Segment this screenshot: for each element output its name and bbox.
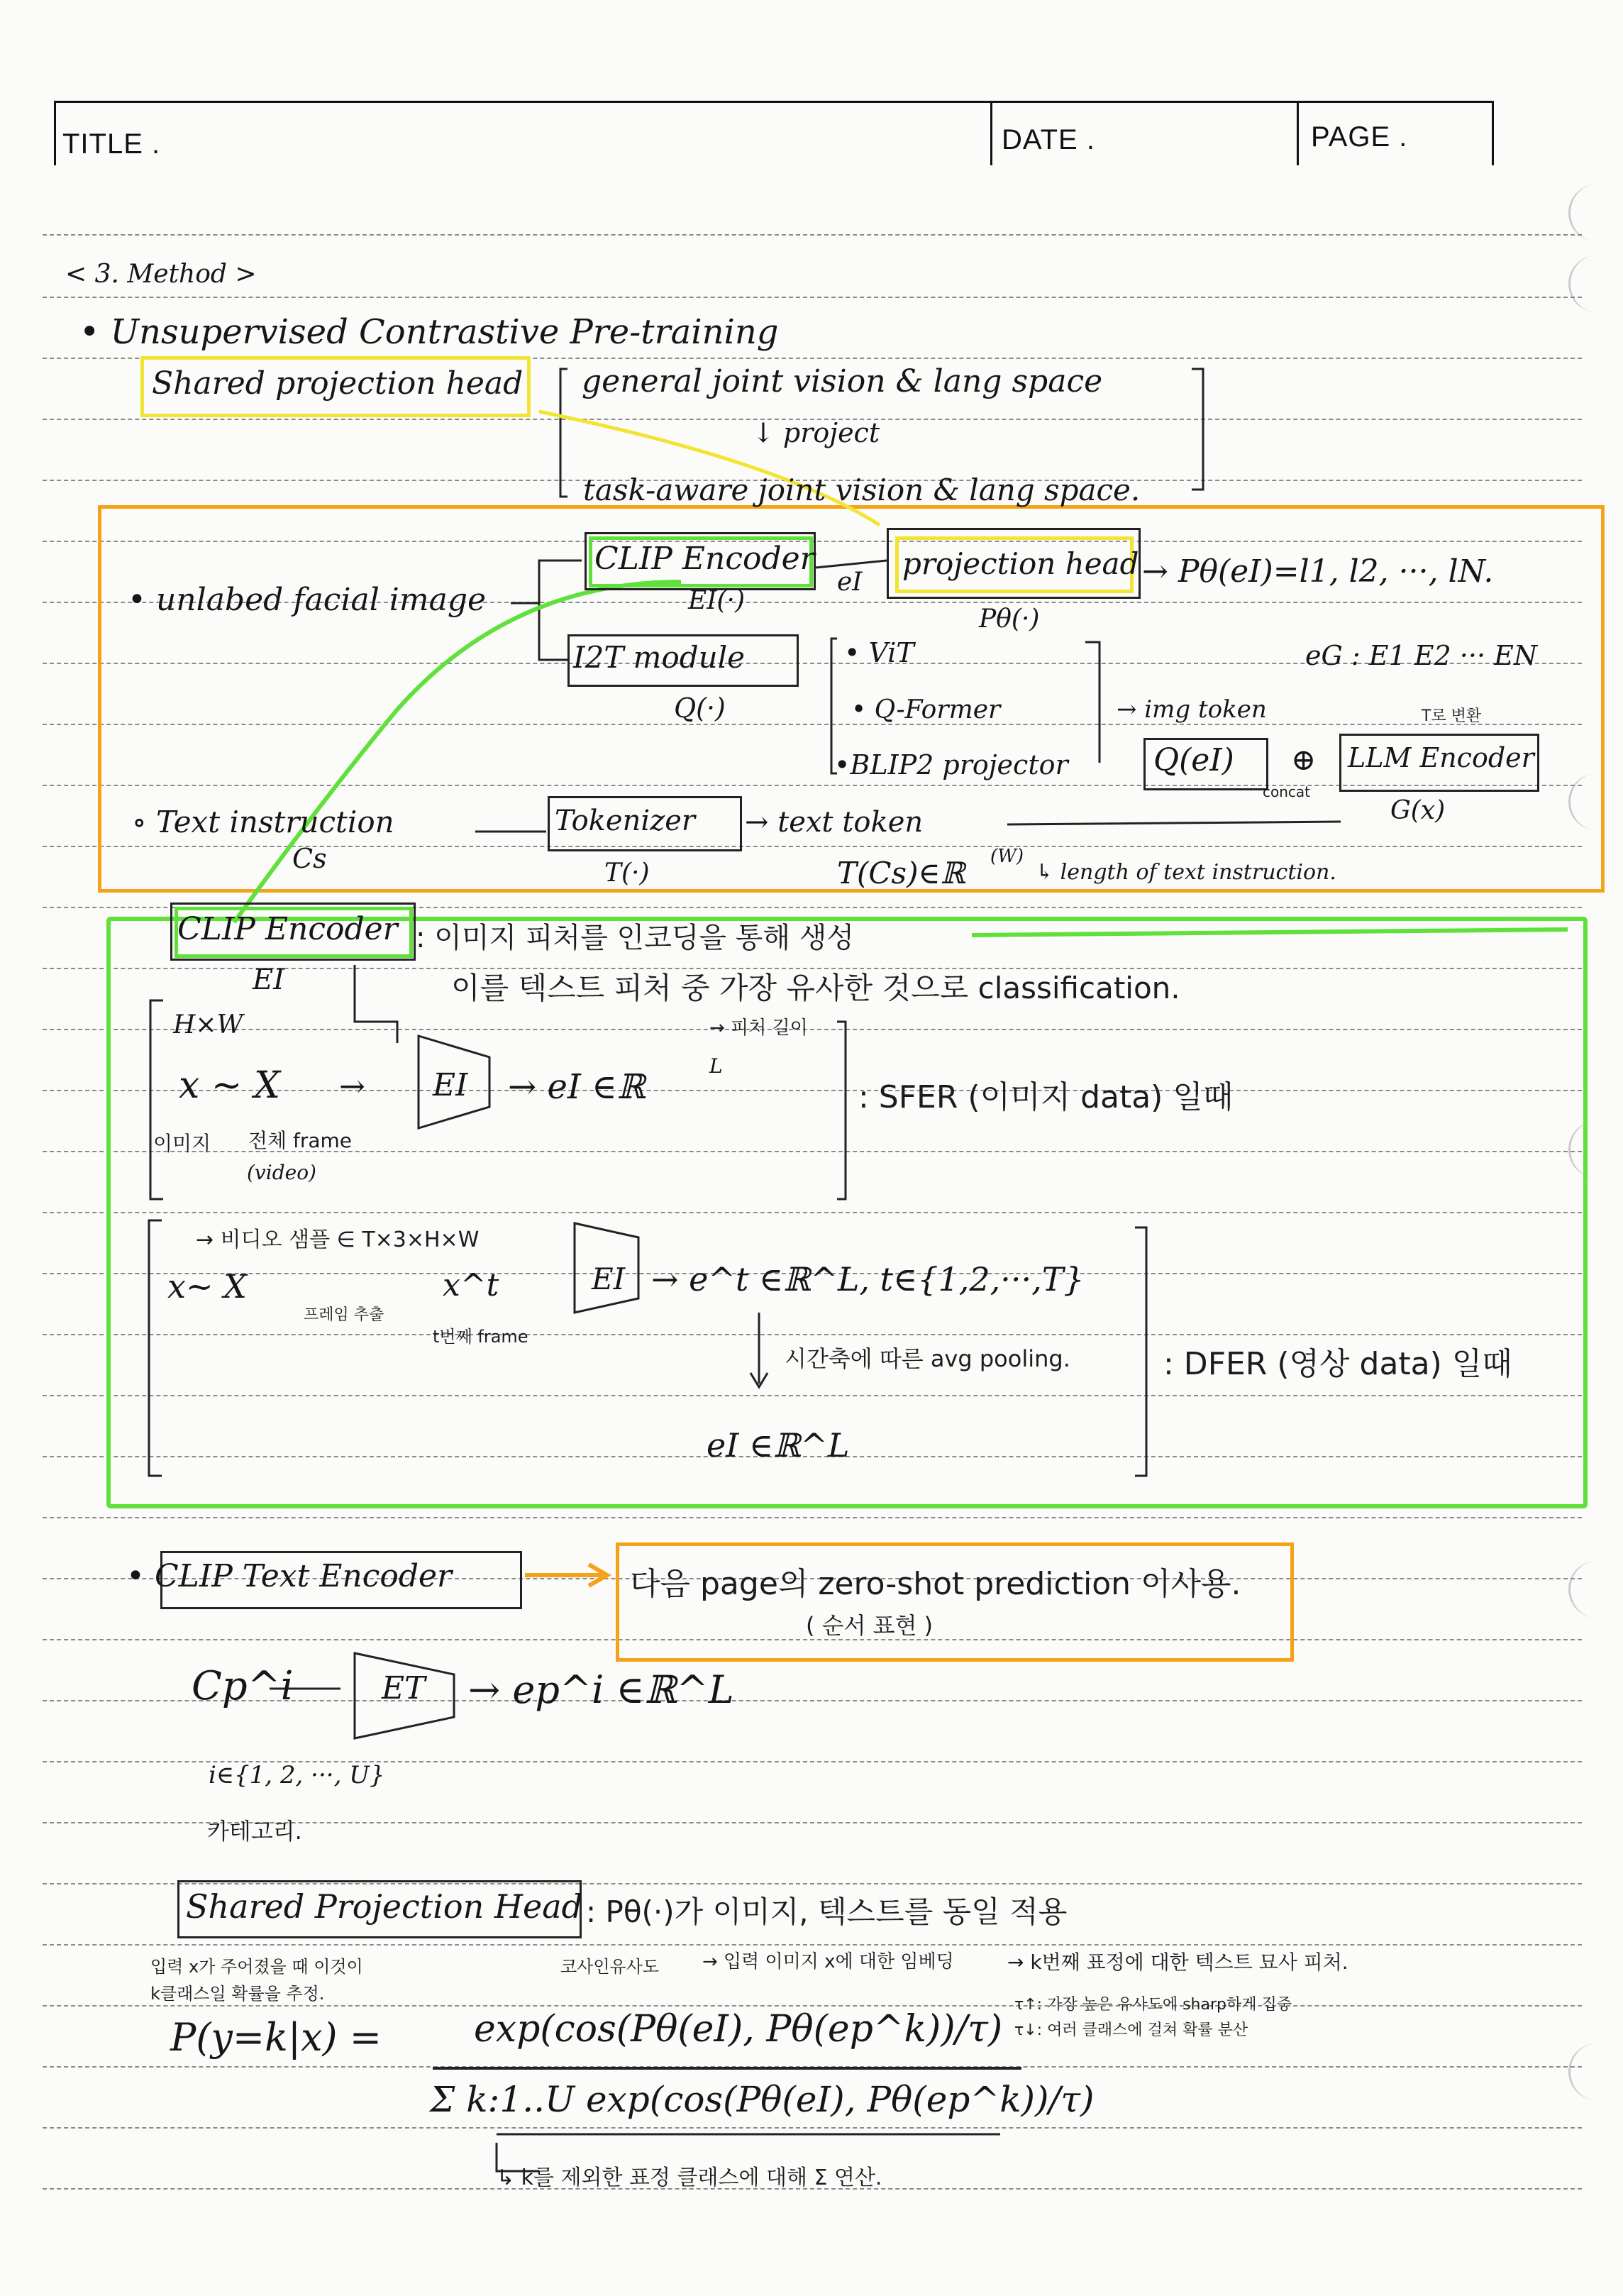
note-l1: 입력 x가 주어졌을 때 이것이 <box>150 1957 363 1977</box>
eg-label: eG : E1 E2 ··· EN <box>1305 640 1538 671</box>
range-label: i∈{1, 2, ···, U} <box>209 1761 385 1789</box>
frame-word: 전체 frame <box>248 1129 353 1152</box>
q-ei-text: Q(eI) <box>1153 742 1234 778</box>
blip-item: •BLIP2 projector <box>834 749 1068 780</box>
img-token: → img token <box>1117 695 1267 724</box>
clip-desc: : 이미지 피처를 인코딩을 통해 생성 <box>416 922 855 954</box>
vit-item: • ViT <box>844 637 914 668</box>
frame-sample: 프레임 추출 <box>304 1306 384 1324</box>
text-encoder-label: • CLIP Text Encoder <box>126 1558 453 1594</box>
task-aware-space: task-aware joint vision & lang space. <box>583 473 1141 507</box>
et-result: → e^t ∈ℝ^L, t∈{1,2,···,T} <box>651 1260 1085 1298</box>
concat-symbol: ⊕ <box>1291 742 1317 777</box>
sfer-label: : SFER (이미지 data) 일때 <box>858 1079 1234 1115</box>
p-function: Pθ(·) <box>979 605 1040 634</box>
ei-function: EI(·) <box>688 586 746 615</box>
tau-up-note: τ↑: 가장 높은 유사도에 sharp하게 집중 <box>1014 1996 1292 2014</box>
concat-note: concat <box>1263 783 1311 800</box>
section-heading: < 3. Method > <box>65 260 257 289</box>
page-label: PAGE . <box>1311 121 1408 153</box>
xt-label: x^t <box>443 1267 499 1303</box>
ei-box-label-2: EI <box>592 1262 626 1296</box>
shared-proj-label: Shared projection head <box>152 365 524 402</box>
clip-encoder-heading: CLIP Encoder <box>177 911 398 947</box>
t-cs: T(Cs)∈ℝ <box>837 856 965 890</box>
qformer-item: • Q-Former <box>851 695 1001 724</box>
note-l2: k클래스일 확률을 추정. <box>150 1984 325 2004</box>
prob-lhs: P(y=k|x) = <box>170 2015 382 2060</box>
llm-encoder-text: LLM Encoder <box>1348 742 1534 773</box>
q-function: Q(·) <box>674 692 726 724</box>
category-label: 카테고리. <box>207 1818 302 1845</box>
prob-denominator: Σ k:1..U exp(cos(Pθ(eI), Pθ(ep^k))/τ) <box>430 2079 1095 2120</box>
ei-final: eI ∈ℝ^L <box>707 1426 850 1464</box>
dim-note: → 피처 길이 <box>709 1017 808 1039</box>
general-space: general joint vision & lang space <box>582 363 1103 399</box>
x-dist-2: x~ X <box>167 1267 247 1306</box>
ep-result: → ep^i ∈ℝ^L <box>468 1667 734 1712</box>
x-dist: x ~ X <box>179 1064 280 1107</box>
t-cs-sup: (W) <box>990 846 1024 867</box>
p-output: → Pθ(eI)=l1, l2, ···, lN. <box>1142 553 1494 590</box>
cos-note: 코사인유사도 <box>560 1957 660 1977</box>
avg-pooling: 시간축에 따른 avg pooling. <box>785 1345 1070 1372</box>
project-arrow: ↓ project <box>752 417 880 448</box>
et-box-label: ET <box>382 1670 426 1706</box>
k-text-note: → k번째 표정에 대한 텍스트 묘사 피처. <box>1007 1950 1348 1974</box>
tokenizer-text: Tokenizer <box>555 805 695 837</box>
ei-output: eI <box>837 568 863 597</box>
clip-desc2: 이를 텍스트 피처 중 가장 유사한 것으로 classification. <box>451 971 1180 1005</box>
video-note: → 비디오 샘플 ∈ T×3×H×W <box>196 1227 480 1252</box>
cp-label: Cp^i <box>192 1663 294 1709</box>
length-note: ↳ length of text instruction. <box>1036 860 1336 885</box>
next-page-note: 다음 page의 zero-shot prediction 이사용. <box>630 1566 1241 1602</box>
dfer-label: : DFER (영상 data) 일때 <box>1163 1346 1512 1382</box>
shared-head-desc: : Pθ(·)가 이미지, 텍스트를 동일 적용 <box>586 1894 1068 1929</box>
text-token: → text token <box>745 806 924 839</box>
ei-label: EI <box>253 964 284 996</box>
next-page-note-2: ( 순서 표현 ) <box>806 1612 934 1639</box>
g-function: G(x) <box>1390 796 1446 825</box>
hw-label: H×W <box>173 1010 243 1039</box>
img-embed-note: → 입력 이미지 x에 대한 임베딩 <box>702 1951 954 1972</box>
prob-numerator: exp(cos(Pθ(eI), Pθ(ep^k))/τ) <box>474 2008 1003 2051</box>
t-function: T(·) <box>604 859 650 888</box>
arrow: → <box>339 1069 365 1105</box>
date-label: DATE . <box>1002 124 1095 155</box>
text-instruction: ∘ Text instruction <box>132 805 394 839</box>
tau-down-note: τ↓: 여러 클래스에 걸쳐 확률 분산 <box>1014 2021 1248 2039</box>
projection-head-text: projection head <box>902 546 1139 581</box>
cs-label: Cs <box>292 843 327 874</box>
footnote: ↳ k를 제외한 표정 클래스에 대해 Σ 연산. <box>497 2165 882 2190</box>
i2t-text: I2T module <box>573 640 746 675</box>
clip-encoder-text: CLIP Encoder <box>594 541 815 577</box>
video-word: (video) <box>247 1161 316 1184</box>
shared-head-label: Shared Projection Head <box>186 1887 583 1926</box>
input-label: • unlabed facial image <box>128 582 487 618</box>
ei-box-label: EI <box>433 1067 468 1103</box>
unsupervised-heading: • Unsupervised Contrastive Pre-training <box>79 312 779 352</box>
llm-note: T로 변환 <box>1422 707 1482 725</box>
title-label: TITLE . <box>62 128 161 160</box>
img-word: 이미지 <box>153 1132 211 1155</box>
tth-frame: t번째 frame <box>433 1327 528 1347</box>
ei-result: → eI ∈ℝ <box>508 1067 646 1107</box>
sup-l: L <box>709 1054 723 1078</box>
